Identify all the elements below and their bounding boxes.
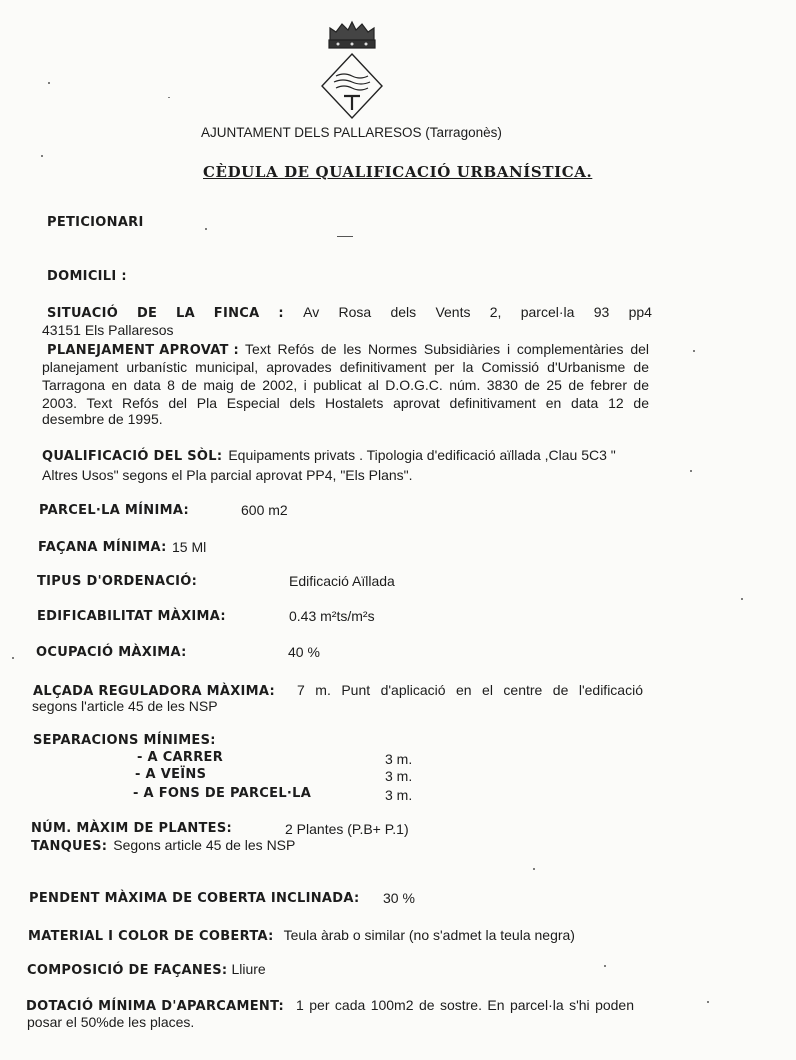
situacio-label: SITUACIÓ DE LA FINCA :: [47, 306, 284, 321]
domicili-label: DOMICILI :: [47, 269, 127, 284]
planejament-label: PLANEJAMENT APROVAT :: [47, 343, 240, 358]
pendent-value: 30 %: [383, 890, 415, 906]
situacio-word: 2,: [489, 304, 502, 320]
scan-speck: [205, 228, 207, 230]
qualificacio-line-2: Altres Usos" segons el Pla parcial aprovat PP4, "Els Plans".: [42, 467, 413, 483]
alcada-label: ALÇADA REGULADORA MÀXIMA:: [33, 684, 276, 699]
tipus-ordenacio-label: TIPUS D'ORDENACIÓ:: [37, 574, 198, 589]
parcela-minima-value: 600 m2: [241, 502, 288, 518]
institution-header: AJUNTAMENT DELS PALLARESOS (Tarragonès): [201, 125, 502, 140]
composicio-value: Lliure: [231, 961, 266, 977]
separacio-veins-label: - A VEÏNS: [135, 767, 207, 782]
alcada-value: 7 m. Punt d'aplicació en el centre de l'edificació: [297, 682, 643, 698]
tanques-label: TANQUES:: [31, 839, 108, 854]
edificabilitat-label: EDIFICABILITAT MÀXIMA:: [37, 609, 226, 624]
scan-speck: [48, 82, 50, 84]
composicio-line: [27, 961, 266, 978]
planejament-text: Text Refós de les Normes Subsidiàries i complementàries del: [245, 341, 649, 357]
parcela-minima-label: PARCEL·LA MÍNIMA:: [39, 503, 189, 518]
dotacio-label: DOTACIÓ MÍNIMA D'APARCAMENT:: [26, 999, 285, 1014]
separacions-label: SEPARACIONS MÍNIMES:: [33, 733, 216, 748]
separacio-carrer-value: 3 m.: [385, 751, 413, 767]
situacio-postal: 43151 Els Pallaresos: [42, 322, 174, 338]
situacio-word: pp4: [628, 304, 652, 320]
planejament-line-2: planejament urbanístic municipal, aprovades definitivament per la Comissió d'Urbanisme de: [42, 359, 649, 375]
ocupacio-label: OCUPACIÓ MÀXIMA:: [36, 645, 187, 660]
scan-speck: [693, 350, 695, 352]
scan-speck: [604, 965, 606, 967]
pendent-label: PENDENT MÀXIMA DE COBERTA INCLINADA:: [29, 891, 360, 906]
situacio-line: [47, 304, 652, 321]
ocupacio-value: 40 %: [288, 644, 320, 660]
situacio-word: parcel·la: [520, 304, 575, 320]
facana-minima-value: 15 Ml: [172, 539, 207, 555]
tanques-line: [31, 837, 295, 854]
scan-speck: [41, 155, 43, 157]
scan-speck: [690, 470, 692, 472]
scan-speck: [168, 97, 170, 98]
qualificacio-text: Equipaments privats . Tipologia d'edificació aïllada ,Clau 5C3 ": [228, 447, 616, 463]
alcada-line-1: [33, 682, 643, 699]
material-value: Teula àrab o similar (no s'admet la teula negra): [283, 927, 575, 943]
situacio-word: Rosa: [338, 304, 372, 320]
num-plantes-label: NÚM. MÀXIM DE PLANTES:: [31, 821, 233, 836]
scan-speck: [533, 868, 535, 870]
edificabilitat-value: 0.43 m²ts/m²s: [289, 608, 375, 624]
planejament-line-4: 2003. Text Refós del Pla Especial dels Hostalets aprovat definitivament en data 12 de: [42, 395, 649, 411]
tipus-ordenacio-value: Edificació Aïllada: [289, 573, 395, 589]
document-title: CÈDULA DE QUALIFICACIÓ URBANÍSTICA.: [203, 163, 593, 181]
scan-speck: [337, 236, 353, 237]
scan-speck: [741, 598, 743, 600]
dotacio-line-2: posar el 50%de les places.: [27, 1014, 195, 1030]
separacio-veins-value: 3 m.: [385, 768, 413, 784]
qualificacio-label: QUALIFICACIÓ DEL SÒL:: [42, 449, 223, 464]
planejament-line-5: desembre de 1995.: [42, 411, 163, 427]
material-label: MATERIAL I COLOR DE COBERTA:: [28, 929, 274, 944]
tanques-value: Segons article 45 de les NSP: [113, 837, 296, 853]
separacio-fons-value: 3 m.: [385, 787, 413, 803]
coat-of-arms-logo: [318, 18, 386, 122]
planejament-line-3: Tarragona en data 8 de maig de 2002, i publicat al D.O.G.C. núm. 3830 de 25 de febrer de: [42, 377, 649, 393]
material-line: [28, 927, 575, 944]
separacio-fons-label: - A FONS DE PARCEL·LA: [133, 786, 312, 801]
num-plantes-value: 2 Plantes (P.B+ P.1): [285, 821, 409, 837]
composicio-label: COMPOSICIÓ DE FAÇANES:: [27, 963, 228, 978]
situacio-word: Av: [303, 304, 320, 320]
scan-speck: [707, 1001, 709, 1003]
dotacio-line-1: [26, 997, 634, 1014]
peticionari-label: PETICIONARI: [47, 215, 144, 230]
scan-speck: [12, 657, 14, 659]
separacio-carrer-label: - A CARRER: [137, 750, 224, 765]
qualificacio-line-1: [42, 447, 652, 464]
situacio-word: dels: [390, 304, 417, 320]
planejament-line-1: [47, 341, 649, 358]
alcada-line-2: segons l'article 45 de les NSP: [32, 698, 218, 714]
facana-minima-label: FAÇANA MÍNIMA:: [38, 540, 167, 555]
situacio-word: Vents: [435, 304, 471, 320]
situacio-word: 93: [593, 304, 610, 320]
dotacio-value: 1 per cada 100m2 de sostre. En parcel·la s'hi poden: [296, 997, 634, 1013]
